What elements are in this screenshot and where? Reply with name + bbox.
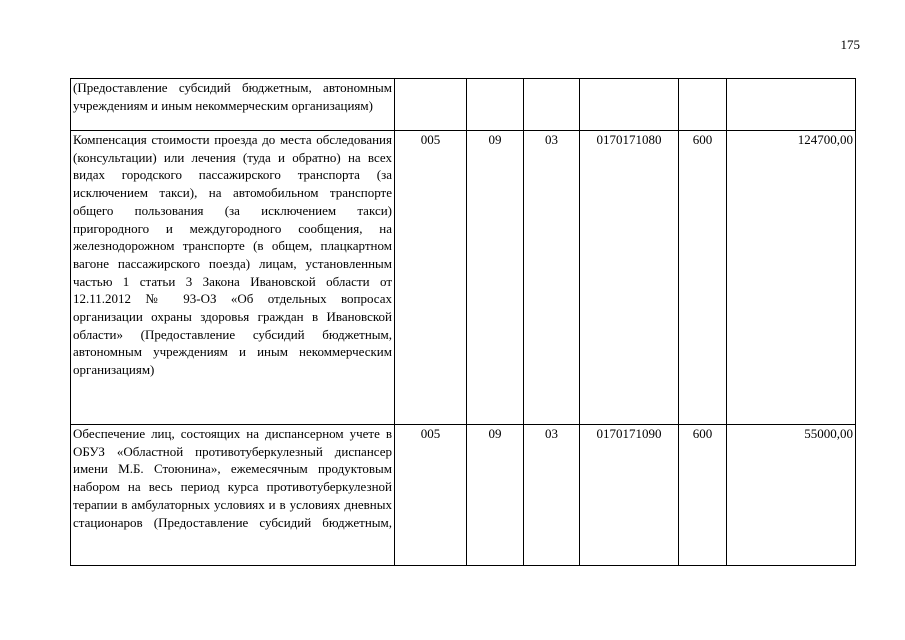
row-description: Обеспечение лиц, состоящих на диспансерном учете в ОБУЗ «Областной противотуберкулезный диспансер имени М.Б. Стоюнина», ежемесячным продуктовым набором на весь период курса противотуберкулезной терапии в амбулаторных условиях и в условиях дневных стационаров (Предоставление субсидий бюджетным, [71,425,395,566]
section-code: 09 [467,131,524,425]
expense-type-code [679,79,727,131]
section-code [467,79,524,131]
ministry-code: 005 [395,131,467,425]
subsection-code: 03 [524,425,580,566]
expense-type-code: 600 [679,425,727,566]
table-row [71,425,856,566]
section-code: 09 [467,425,524,566]
expense-type-code: 600 [679,131,727,425]
target-item-code: 0170171090 [580,425,679,566]
amount-value [727,79,856,131]
subsection-code [524,79,580,131]
table-row [71,79,856,131]
budget-table [70,78,856,566]
subsection-code: 03 [524,131,580,425]
target-item-code: 0170171080 [580,131,679,425]
row-description: (Предоставление субсидий бюджетным, автономным учреждениям и иным некоммерческим организациям) [71,79,395,131]
ministry-code [395,79,467,131]
table-row [71,131,856,425]
page-number: 175 [840,37,860,52]
ministry-code: 005 [395,425,467,566]
target-item-code [580,79,679,131]
row-description: Компенсация стоимости проезда до места обследования (консультации) или лечения (туда и обратно) на всех видах городского пассажирского транспорта (за исключением такси), на автомобильном транспорте общего пользования (за исключением такси) пригородного и междугородного сообщения, на железнодорожном транспорте (в общем, плацкартном вагоне пассажирского поезда) лицам, установленным частью 1 статьи 3 Закона Ивановской области от 12.11.2012 № 93-ОЗ «Об отдельных вопросах организации охраны здоровья граждан в Ивановской области» (Предоставление субсидий бюджетным, автономным учреждениям и иным некоммерческим организациям) [71,131,395,425]
amount-value: 124700,00 [727,131,856,425]
amount-value: 55000,00 [727,425,856,566]
